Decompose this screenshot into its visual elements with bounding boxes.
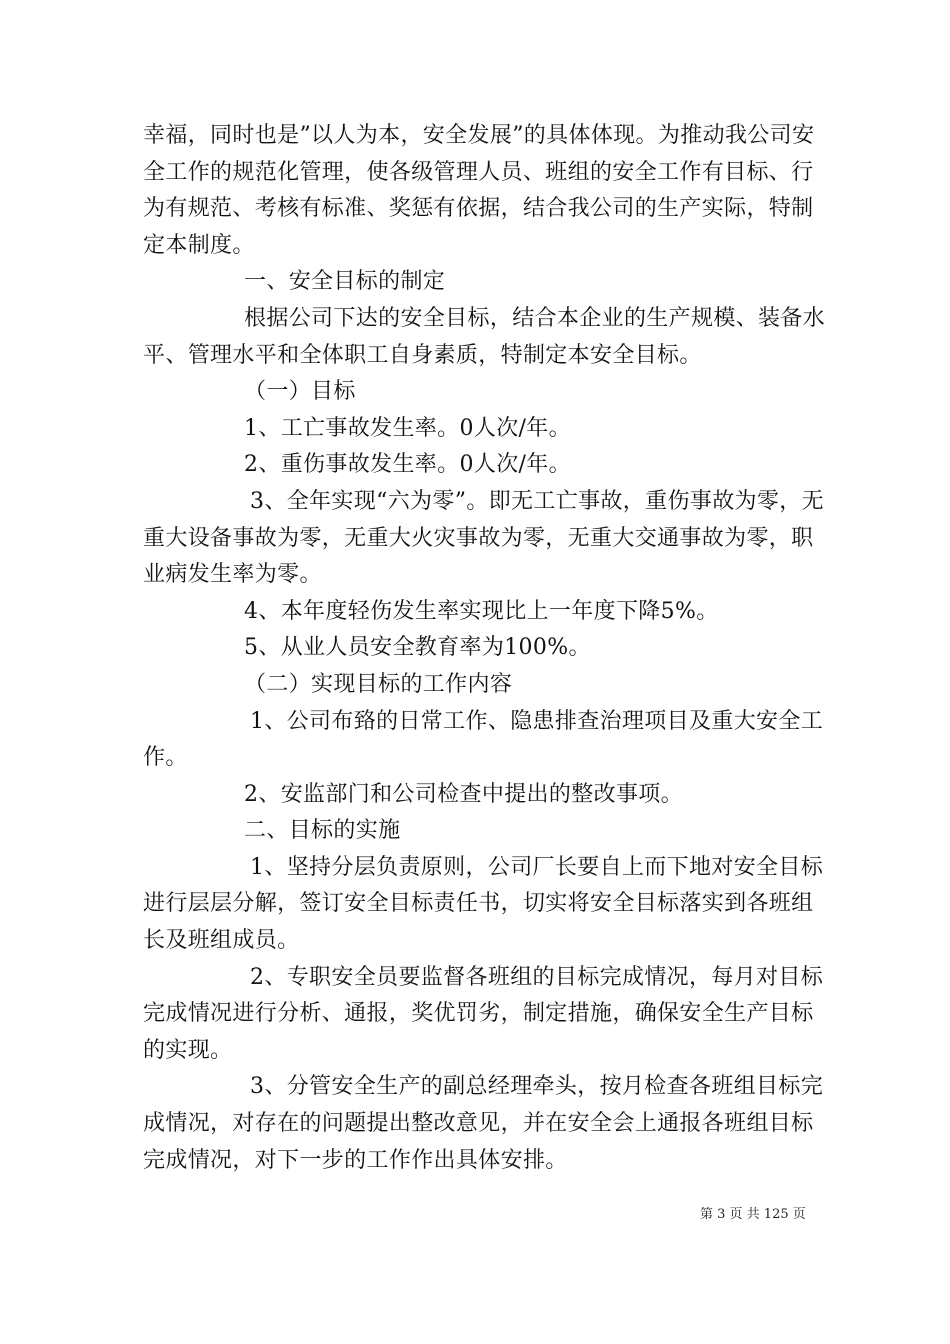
list-item: 3、全年实现“六为零”。即无工亡事故，重伤事故为零，无重大设备事故为零，无重大火灾事故为零，无重大交通事故为零，职业病发生率为零。 (143, 488, 824, 588)
list-item: 2、重伤事故发生率。0人次/年。 (244, 452, 572, 478)
list-item: 2、安监部门和公司检查中提出的整改事项。 (244, 781, 683, 807)
list-item: 3、分管安全生产的副总经理牵头，按月检查各班组目标完成情况，对存在的问题提出整改意见，并在安全会上通报各班组目标完成情况，对下一步的工作作出具体安排。 (143, 1074, 824, 1173)
list-item: 1、公司布臵的日常工作、隐患排查治理项目及重大安全工作。 (143, 708, 824, 771)
heading-section-1: 一、安全目标的制定 (244, 269, 446, 295)
page-number: 第 3 页 共 125 页 (700, 1207, 806, 1222)
document-body (143, 118, 833, 1179)
list-item: 4、本年度轻伤发生率实现比上一年度下降5%。 (244, 598, 719, 624)
heading-section-2: 二、目标的实施 (244, 818, 401, 844)
paragraph-basis: 根据公司下达的安全目标，结合本企业的生产规模、装备水平、管理水平和全体职工自身素质，特制定本安全目标。 (143, 305, 826, 368)
list-item: 2、专职安全员要监督各班组的目标完成情况，每月对目标完成情况进行分析、通报，奖优罚劣，制定措施，确保安全生产目标的实现。 (143, 964, 824, 1063)
heading-subsection-2: （二）实现目标的工作内容 (244, 671, 513, 697)
paragraph-intro: 幸福，同时也是”以人为本，安全发展”的具体体现。为推动我公司安全工作的规范化管理，使各级管理人员、班组的安全工作有目标、行为有规范、考核有标准、奖惩有依据，结合我公司的生产实际，特制定本制度。 (143, 123, 815, 258)
list-item: 5、从业人员安全教育率为100%。 (244, 635, 591, 661)
list-item: 1、坚持分层负责原则，公司厂长要自上而下地对安全目标进行层层分解，签订安全目标责任书，切实将安全目标落实到各班组长及班组成员。 (143, 854, 824, 954)
list-item: 1、工亡事故发生率。0人次/年。 (244, 415, 572, 441)
heading-subsection-1: （一）目标 (244, 379, 356, 405)
